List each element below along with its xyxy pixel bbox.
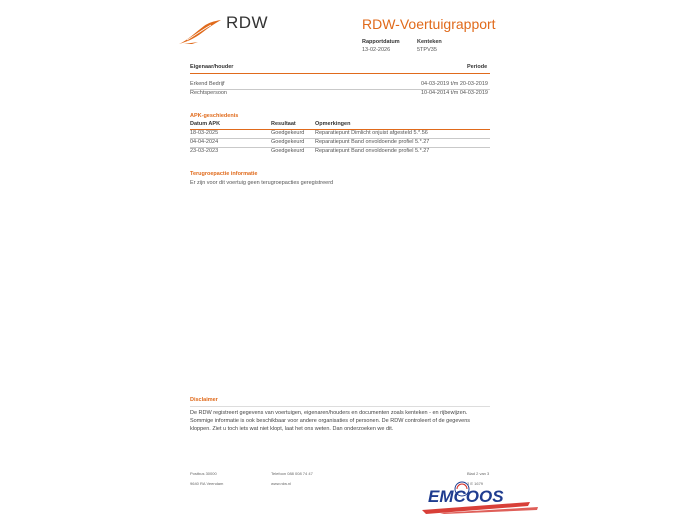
disclaimer-text	[190, 409, 490, 433]
disclaimer-line-3: kloppen. Ziet u toch iets wat niet klopt, laat het ons weten. Dan onderzoeken we dit.	[190, 426, 394, 432]
footer-code: 3 E 1679	[467, 481, 484, 486]
kenteken-value: 5TPV35	[417, 47, 437, 53]
apk-section-title: APK-geschiedenis	[190, 113, 239, 119]
rapportdatum-label: Rapportdatum	[362, 39, 400, 45]
disclaimer-divider	[190, 406, 490, 407]
rapportdatum-value: 13-02-2026	[362, 47, 391, 53]
footer-telefoon: Telefoon 088 008 74 47	[271, 471, 313, 476]
brand-name: RDW	[226, 13, 269, 32]
disclaimer-line-1: De RDW registreert gegevens van voertuigen, eigenaren/houders en documenten zoals kenteken - en rijbewijzen.	[190, 410, 468, 416]
footer-postbus: Postbus 30000	[190, 471, 217, 476]
apk-row-3-remarks: Reparatiepunt Band onvoldoende profiel 5.*.27	[315, 148, 430, 154]
rdw-logo-icon	[178, 20, 222, 46]
recall-section-title: Terugroepactie informatie	[190, 171, 258, 177]
apk-row-2-result: Goedgekeurd	[271, 139, 305, 145]
period-column-header: Periode	[467, 64, 488, 70]
apk-row-1-result: Goedgekeurd	[271, 130, 305, 136]
footer-city: 9640 RA Veendam	[190, 481, 224, 486]
owner-row-1-name: Erkend Bedrijf	[190, 81, 225, 87]
recall-text: Er zijn voor dit voertuig geen terugroepacties geregistreerd	[190, 180, 334, 186]
apk-row-3-result: Goedgekeurd	[271, 148, 305, 154]
apk-row-2-remarks: Reparatiepunt Band onvoldoende profiel 5.*.27	[315, 139, 430, 145]
emcoos-logo-text: EMCOOS	[428, 487, 504, 506]
apk-remarks-column-header: Opmerkingen	[315, 121, 351, 127]
owner-column-header: Eigenaar/houder	[190, 64, 234, 70]
disclaimer-section-title: Disclaimer	[190, 397, 218, 403]
apk-result-column-header: Resultaat	[271, 121, 296, 127]
owner-row-2-period: 10-04-2014 t/m 04-03-2019	[421, 90, 488, 96]
apk-row-2	[190, 139, 490, 147]
owners-divider	[190, 73, 490, 74]
apk-date-column-header: Datum APK	[190, 121, 221, 127]
owner-row-2-name: Rechtspersoon	[190, 90, 227, 96]
emcoos-logo-graphic	[420, 480, 540, 514]
report-title: RDW-Voertuigrapport	[362, 16, 496, 32]
apk-row-3	[190, 148, 490, 156]
apk-row-2-date: 04-04-2024	[190, 139, 219, 145]
apk-row-1	[190, 130, 490, 138]
footer-website: www.rdw.nl	[271, 481, 292, 486]
apk-row-3-date: 23-03-2023	[190, 148, 219, 154]
footer-page: Blad 2 van 3	[467, 471, 490, 476]
kenteken-label: Kenteken	[417, 39, 442, 45]
apk-row-1-date: 18-03-2025	[190, 130, 219, 136]
emcoos-watermark-logo	[420, 480, 540, 514]
owner-row-1-period: 04-03-2019 t/m 20-03-2019	[421, 81, 488, 87]
apk-row-1-remarks: Reparatiepunt Dimlicht onjuist afgesteld 5.*.56	[315, 130, 428, 136]
disclaimer-line-2: Sommige informatie is ook beschikbaar voor andere organisaties of personen. De RDW controleert of de gegevens	[190, 418, 471, 424]
